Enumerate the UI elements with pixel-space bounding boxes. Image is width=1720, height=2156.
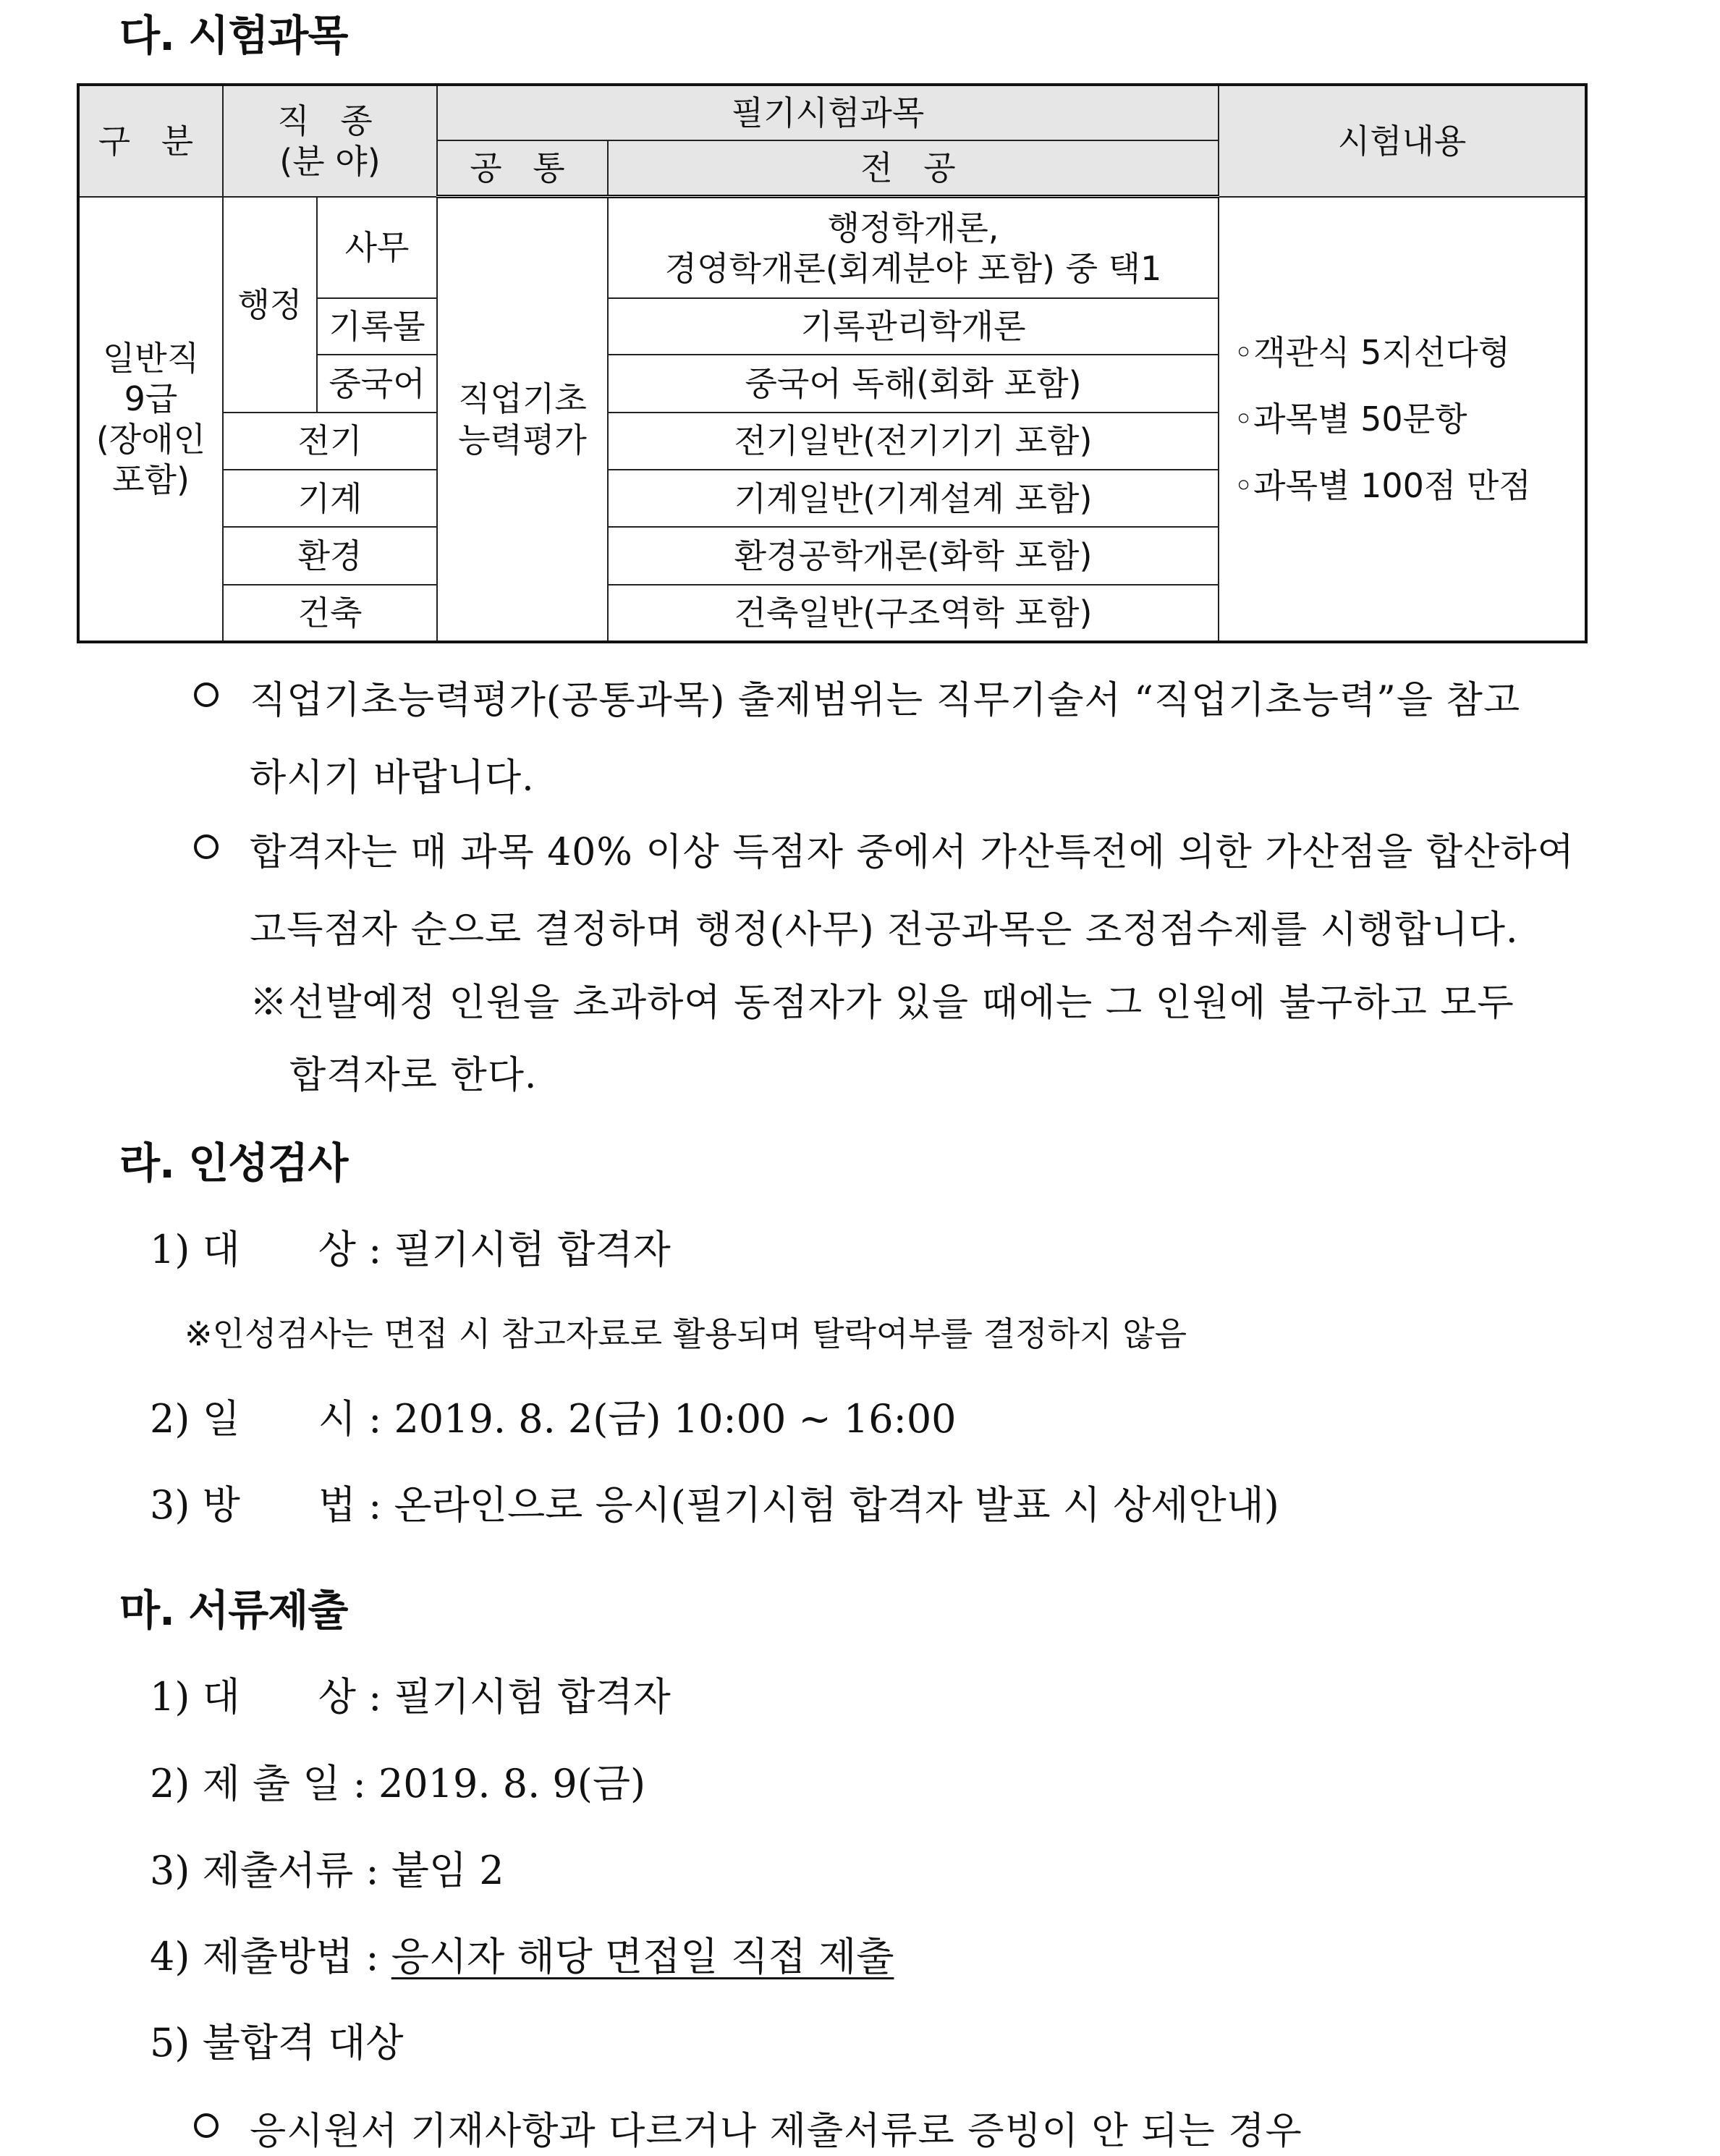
note-2-line-1: 합격자는 매 과목 40% 이상 득점자 중에서 가산특전에 의한 가산점을 합산하여: [250, 831, 1575, 874]
note-1-line-1: 직업기초능력평가(공통과목) 출제범위는 직무기술서 “직업기초능력”을 참고: [250, 679, 1521, 722]
major-line: 경영학개론(회계분야 포함) 중 택1: [664, 248, 1162, 288]
header-exam-content: 시험내용: [1219, 85, 1586, 197]
note-3-line-2: 합격자로 한다.: [289, 1054, 538, 1097]
header-category: 구 분: [78, 85, 223, 197]
submission-fail-row: [150, 2012, 404, 2068]
submission-target-row: [150, 1666, 671, 1722]
submission-target-label: 1) 대 상 :: [150, 1674, 382, 1720]
personality-method-value: 온라인으로 응시(필기시험 합격자 발표 시 상세안내): [394, 1482, 1279, 1528]
submission-fail-item: 응시원서 기재사항과 다르거나 제출서류로 증빙이 안 되는 경우: [250, 2110, 1302, 2153]
note-2-line-2: 고득점자 순으로 결정하며 행정(사무) 전공과목은 조정점수제를 시행합니다.: [250, 908, 1519, 952]
job-cell: 전기: [223, 413, 437, 470]
job-cell: 기록물: [317, 298, 437, 355]
header-job-type: [223, 85, 437, 197]
submission-method-value: 응시자 해당 면접일 직접 제출: [391, 1934, 894, 1979]
admin-group-cell: 행정: [223, 197, 317, 413]
circle-bullet-icon: [194, 2113, 219, 2138]
major-cell: 건축일반(구조역학 포함): [608, 585, 1219, 642]
exam-subjects-table: [77, 83, 1588, 643]
job-cell: 중국어: [317, 355, 437, 412]
personality-date-label: 2) 일 시 :: [150, 1396, 382, 1442]
major-cell: 기록관리학개론: [608, 298, 1219, 355]
major-line: 행정학개론,: [827, 208, 999, 248]
personality-target-row: [150, 1219, 671, 1274]
category-line: 일반직: [102, 338, 200, 378]
major-cell: [608, 197, 1219, 299]
submission-date-label: 2) 제 출 일 :: [150, 1761, 366, 1806]
personality-date-row: [150, 1388, 957, 1444]
major-cell: 전기일반(전기기기 포함): [608, 413, 1219, 470]
submission-docs-label: 3) 제출서류 :: [150, 1848, 379, 1893]
submission-method-row: [150, 1926, 894, 1982]
personality-method-label: 3) 방 법 :: [150, 1482, 382, 1528]
note-3-line-1: ※선발예정 인원을 초과하여 동점자가 있을 때에는 그 인원에 불구하고 모두: [250, 981, 1514, 1025]
header-job-type-label: 직 종: [277, 101, 383, 140]
note-1-line-2: 하시기 바랍니다.: [250, 756, 535, 800]
header-common: 공 통: [437, 140, 608, 196]
job-cell: 기계: [223, 470, 437, 527]
common-line: 직업기초: [458, 379, 587, 419]
section-heading-personality-test: 라. 인성검사: [119, 1138, 348, 1188]
personality-target-value: 필기시험 합격자: [394, 1227, 671, 1272]
major-cell: 기계일반(기계설계 포함): [608, 470, 1219, 527]
category-cell: [78, 197, 223, 642]
section-heading-exam-subjects: 다. 시험과목: [119, 11, 348, 60]
header-written-subjects: 필기시험과목: [437, 85, 1219, 140]
section-heading-documents: 마. 서류제출: [119, 1586, 348, 1635]
job-cell: 환경: [223, 527, 437, 584]
submission-docs-row: [150, 1840, 504, 1895]
personality-target-label: 1) 대 상 :: [150, 1227, 382, 1272]
category-line: (장애인: [96, 419, 206, 459]
major-cell: 중국어 독해(회화 포함): [608, 355, 1219, 412]
submission-target-value: 필기시험 합격자: [394, 1674, 671, 1720]
circle-bullet-icon: [194, 682, 219, 707]
submission-date-row: [150, 1753, 645, 1809]
common-line: 능력평가: [458, 420, 587, 460]
header-job-field-label: (분 야): [279, 141, 381, 181]
personality-date-value: 2019. 8. 2(금) 10:00 ~ 16:00: [394, 1396, 957, 1442]
content-line: ◦과목별 50문항: [1234, 399, 1467, 439]
category-line: 9급: [124, 379, 178, 418]
circle-bullet-icon: [194, 834, 219, 859]
personality-remark: ※인성검사는 면접 시 참고자료로 활용되며 탈락여부를 결정하지 않음: [185, 1314, 1187, 1353]
job-cell: 사무: [317, 197, 437, 299]
common-subject-cell: [437, 197, 608, 642]
submission-fail-label: 5) 불합격 대상: [150, 2020, 404, 2066]
submission-method-label: 4) 제출방법 :: [150, 1934, 379, 1979]
submission-docs-value: 붙임 2: [391, 1848, 504, 1893]
header-major: 전 공: [608, 140, 1219, 196]
content-line: ◦객관식 5지선다형: [1234, 332, 1511, 372]
major-cell: 환경공학개론(화학 포함): [608, 527, 1219, 584]
submission-date-value: 2019. 8. 9(금): [378, 1761, 646, 1806]
category-line: 포함): [112, 460, 190, 499]
personality-method-row: [150, 1474, 1279, 1530]
content-line: ◦과목별 100점 만점: [1234, 465, 1531, 505]
job-cell: 건축: [223, 585, 437, 642]
exam-content-cell: [1219, 197, 1586, 642]
